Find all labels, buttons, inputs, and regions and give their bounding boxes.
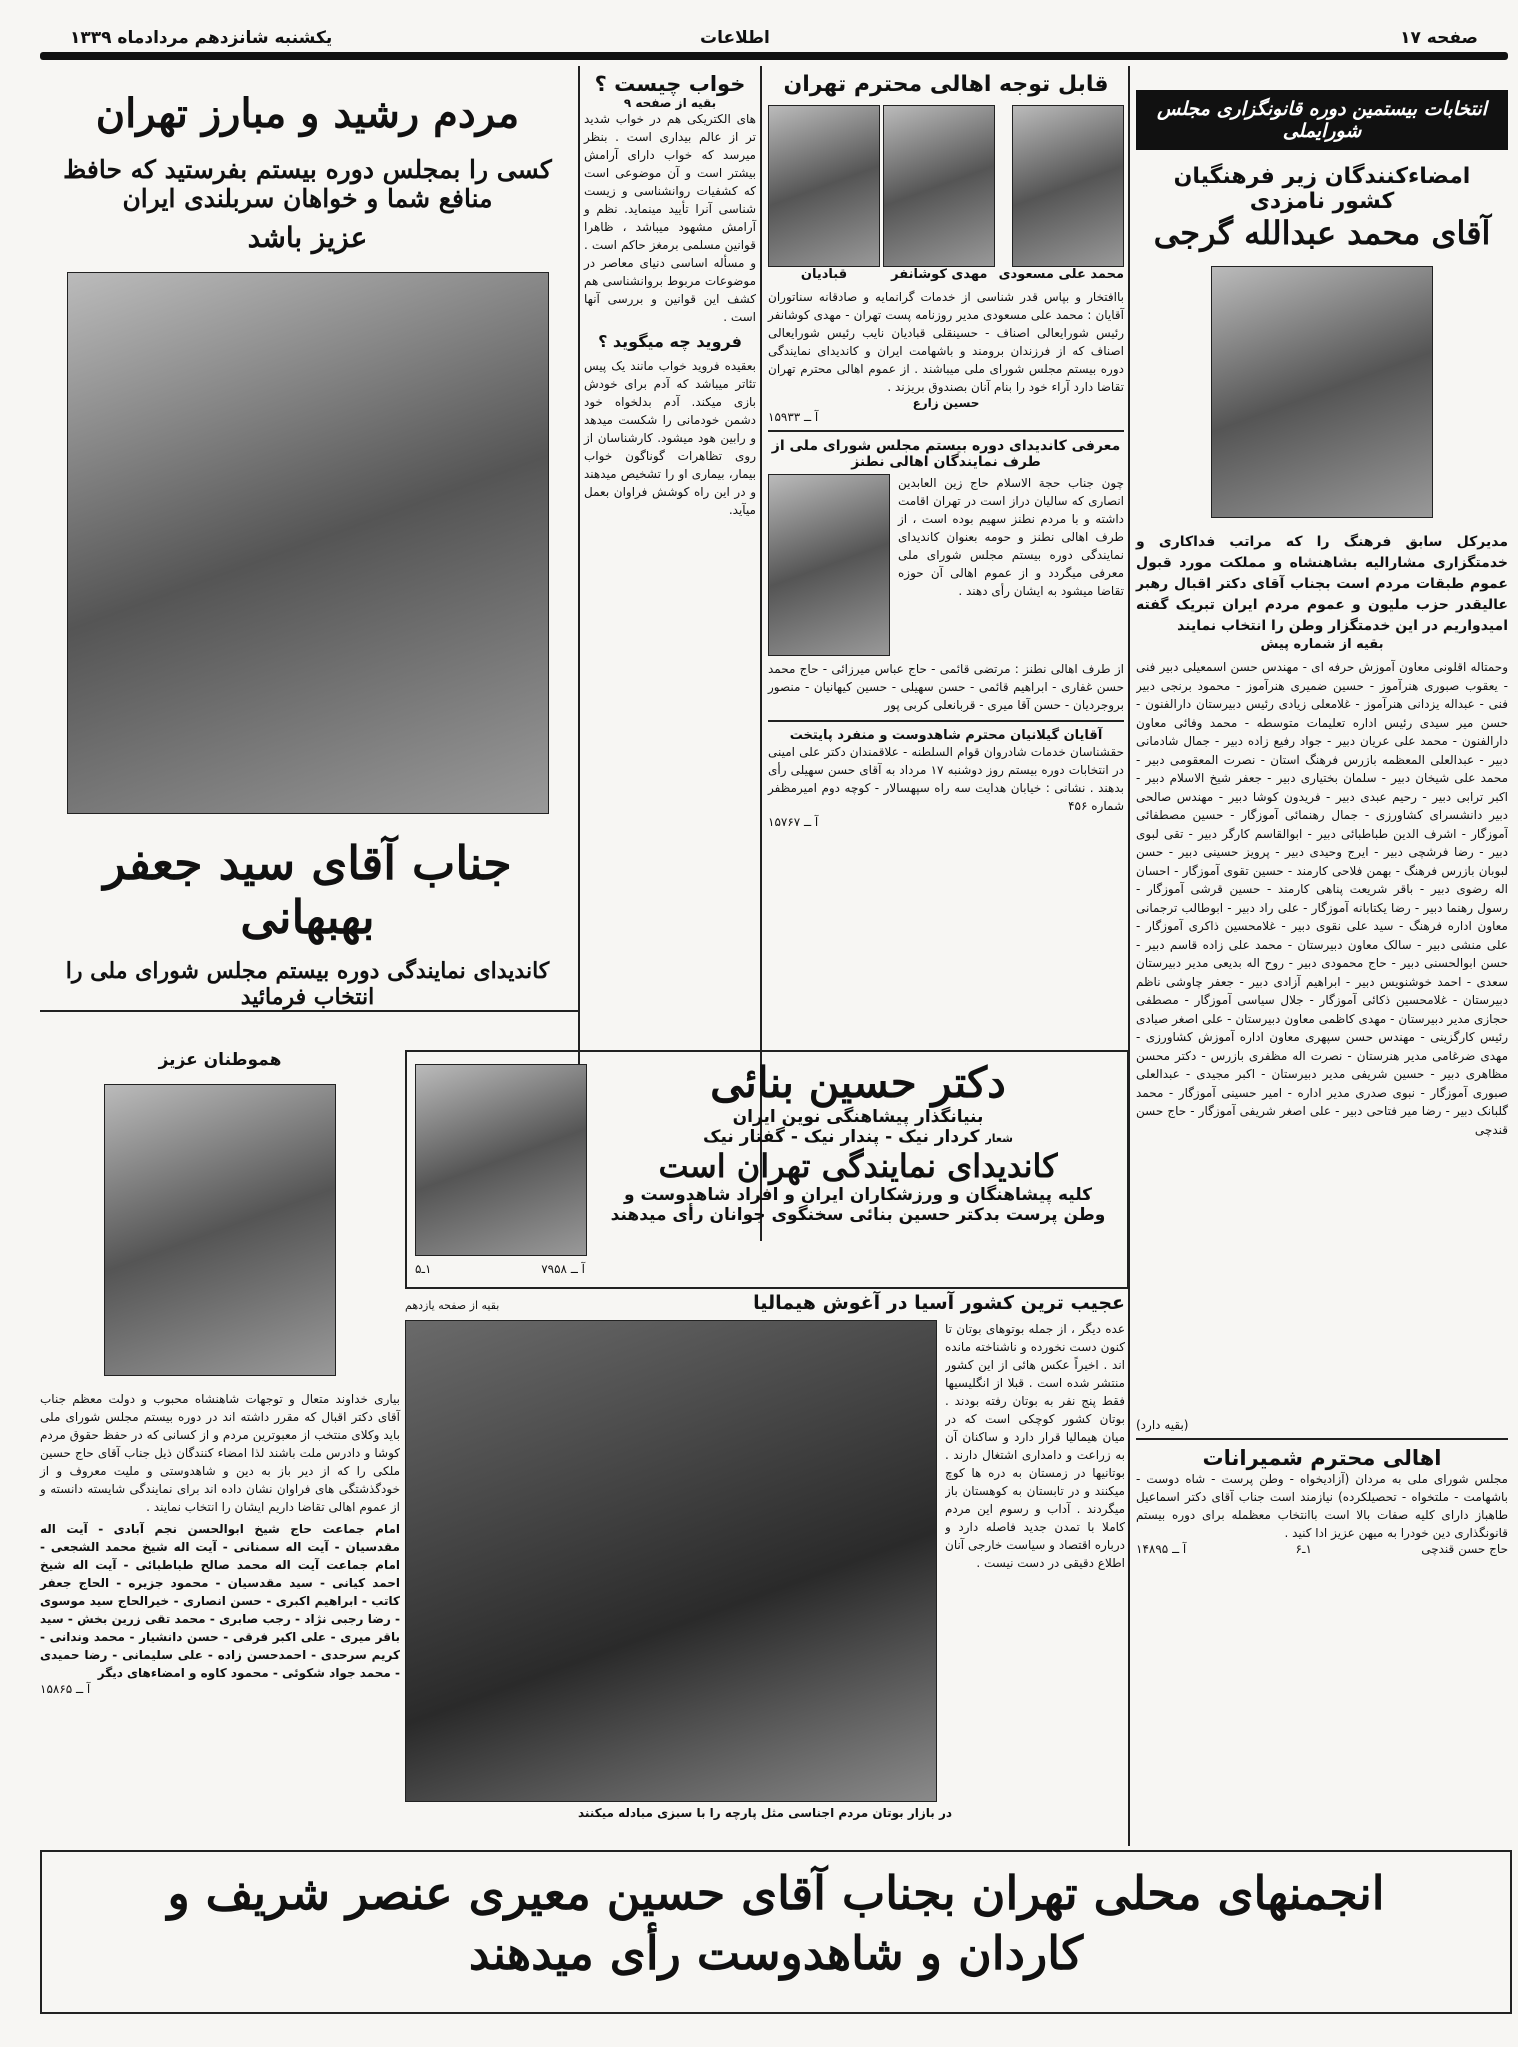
cleric-signers: از طرف اهالی نطنز : مرتضی قائمی - حاج عباس میرزائی - حاج محمد حسن غفاری - ابراهیم قائمی - حسن سهیلی - حسین کیهانیان - منصور بروجردیان - حسن آقا میری - قربانعلی کربی پور <box>768 662 1124 712</box>
article-subheading: فروید چه میگوید ؟ <box>598 332 742 351</box>
notice-code: آ ــ ۱۵۹۳۳ <box>768 410 819 424</box>
ad-line: کلیه پیشاهنگان و ورزشکاران ایران و افراد شاهدوست و <box>623 1185 1093 1205</box>
section-divider <box>40 1010 580 1012</box>
gilani-body: حقشناسان خدمات شادروان قوام السلطنه - علاقمندان دکتر علی امینی در انتخابات دوره بیستم روز دوشنبه ۱۷ مرداد به آقای حسن سهیلی رأی بدهند . نشانی : خیابان هدایت سه راه سپهسالار - کوچه دوم امیرمظفر شماره ۴۵۶ <box>768 745 1124 813</box>
bhutan-market-photo <box>405 1320 937 1802</box>
header-rule <box>40 52 1508 60</box>
candidate-name: جناب آقای سید جعفر بهبهانی <box>103 836 512 944</box>
section-divider <box>768 430 1124 432</box>
portrait-caption: قبادیان <box>800 267 848 282</box>
ad-subtitle-2: عزیز باشد <box>247 221 368 254</box>
notice-title: قابل توجه اهالی محترم تهران <box>783 72 1109 97</box>
cleric-photo <box>768 474 890 656</box>
himalaya-article <box>405 1292 1125 1820</box>
article-body: عده دیگر ، از جمله بوتوهای بوتان تا کنون دست نخورده و ناشناخته مانده اند . اخیراً عکس هائی از این کشور منتشر شده است . قبلا از انگلیسیها فقط پنج نفر به بوتان رفته بودند . بوتان کشور کوچکی است که در میان هیمالیا قرار دارد و ساکنان آن به زراعت و دامداری اشتغال دارند . بوتانیها در زمستان به دره ها کوچ میکنند و در تابستان به کوهستان باز میگردند . آداب و رسوم این مردم کاملا با تمدن جدید فاصله دارد و درباره اقتصاد و سیاست خارجی آنان اطلاع دقیقی در دست نیست . <box>945 1322 1125 1570</box>
article-body: های الکتریکی هم در خواب شدید تر از عالم بیداری است . بنظر میرسد که خواب دارای آرامش بیشتر است و آن موضوعی است که کشفیات روانشناسی و زیست شناسی آنرا تأیید مینماید. نظم و آرامش مشهود میباشد ، ظاهرا قوانین مسلمی برمغز حاکم است . و مسأله اساسی دنیای معاصر در موضوعات مربوط بروانشناسی هم کشف این قوانین و بررسی آنها است . <box>584 112 756 324</box>
sleep-article <box>584 72 756 519</box>
moayeri-banner <box>40 1850 1512 2014</box>
candidate-photo <box>1211 266 1433 518</box>
portrait-photo <box>883 105 995 267</box>
ad-line: وطن پرست بدکتر حسین بنائی سخنگوی جوانان رأی میدهند <box>610 1205 1106 1225</box>
portrait-photo <box>768 105 880 267</box>
motto-label: شعار <box>985 1132 1013 1145</box>
ad-title: هموطنان عزیز <box>158 1050 282 1070</box>
ad-line: بنیانگذار پیشاهنگی نوین ایران <box>732 1107 984 1127</box>
gorji-ad <box>1136 90 1508 1556</box>
signers-list: امام جماعت حاج شیخ ابوالحسن نجم آبادی - آیت اله مقدسیان - آیت اله سمنانی - آیت اله شیخ محمد الشجعی - امام جماعت آیت اله محمد صالح طباطبائی - آیت اله شیخ احمد کیانی - سید مقدسیان - محمود جزیره - الحاج جعفر کاتب - ابراهیم اکبری - حسن انصاری - خیرالحاج سید موسوی - رضا رجبی نژاد - رجب صابری - محمد تقی زرین بخش - سید باقر میری - علی اکبر فرقی - حسن دانشیار - محمد وندانی - کریم سرحدی - احمدحسن زاده - علی سلیمانی - رضا حمیدی - محمد جواد شکوئی - محمود کاوه و امضاءهای دیگر <box>40 1522 400 1680</box>
gilani-code: آ ــ ۱۵۷۶۷ <box>768 815 819 829</box>
shemiran-code: آ ــ ۱۴۸۹۵ <box>1136 1542 1187 1556</box>
shemiran-signature: حاج حسن قندچی <box>1421 1542 1508 1556</box>
article-title: خواب چیست ؟ <box>594 72 746 96</box>
notice-body: باافتخار و بپاس قدر شناسی از خدمات گرانمایه و صادقانه سناتوران آقایان : محمد علی مسعودی مدیر روزنامه پست تهران - مهدی کوشانفر رئیس شورایعالی اصناف - حسینقلی قبادیان نایب رئیس شورایعالی اصناف که از فرزندان برومند و باشهامت ایران و کاندیدای نمایندگی دوره بیستم مجلس شورای ملی میباشند . از عموم اهالی محترم تهران تقاضا دارد آراء خود را بنام آنان بصندوق بریزند . <box>768 290 1124 394</box>
issue-date: یکشنبه شانزدهم مردادماه ۱۳۳۹ <box>70 28 333 48</box>
candidate-photo <box>67 272 549 814</box>
ad-line: کشور نامزدی <box>1249 189 1395 214</box>
ad-number: ۱ـ۵ <box>415 1262 432 1276</box>
photo-caption: در بازار بوتان مردم اجناسی مثل پارچه را با سبزی مبادله میکنند <box>577 1806 953 1820</box>
candidate-photo <box>104 1084 336 1376</box>
banner-line: انجمنهای محلی تهران بجناب آقای حسین معیری عنصر شریف و <box>167 1866 1385 1920</box>
ad-subtitle: کسی را بمجلس دوره بیستم بفرستید که حافظ منافع شما و خواهان سربلندی ایران <box>63 155 552 213</box>
portrait-caption: مهدی کوشانفر <box>891 267 988 282</box>
gilani-title: آقایان گیلانیان محترم شاهدوست و منفرد پایتخت <box>789 728 1103 743</box>
ad-code: آ ــ ۱۵۸۶۵ <box>40 1682 91 1696</box>
notice-signature: حسین زارع <box>912 396 980 410</box>
section-divider <box>768 720 1124 722</box>
continued-note: بقیه از صفحه یازدهم <box>405 1299 500 1312</box>
banner-line: کاردان و شاهدوست رأی میدهند <box>468 1926 1084 1980</box>
compatriots-ad <box>40 1050 400 1696</box>
candidate-name: دکتر حسین بنائی <box>710 1058 1006 1107</box>
article-body-2: بعقیده فروید خواب مانند یک پیس تئاتر میباشد که آدم برای خودش بازی میکند. آدم بدلخواه خود دشمن خودمانی را شکست میدهد و رابین هود میشود. کارشناسان از روی تظاهرات گوناگون خواب بیمار، بیماری او را تشخیص میدهند و در این راه کوشش فراوان بعمل میآید. <box>584 359 756 517</box>
shemiran-number: ۱ـ۶ <box>1295 1542 1312 1556</box>
page-number: صفحه ۱۷ <box>1400 28 1478 48</box>
ad-footer: کاندیدای نمایندگی دوره بیستم مجلس شورای ملی را انتخاب فرمائید <box>65 958 550 1010</box>
ad-code: آ ــ ۷۹۵۸ <box>541 1262 585 1276</box>
ad-title: مردم رشید و مبارز تهران <box>95 90 520 137</box>
banaei-ad <box>405 1050 1129 1289</box>
cleric-body: چون جناب حجة الاسلام حاج زین العابدین انصاری که سالیان دراز است در تهران اقامت داشته و با مردم نطنز سهیم بوده است ، از طرف اهالی نطنز و حومه بعنوان کاندیدای نمایندگی دوره بیستم مجلس شورای ملی معرفی میگردد و از عموم اهالی آن حوزه تقاضا میشود به ایشان رأی دهند . <box>898 476 1124 598</box>
shemiran-title: اهالی محترم شمیرانات <box>1202 1446 1442 1470</box>
continued-marker: (بقیه دارد) <box>1136 1418 1189 1432</box>
section-divider <box>1136 1438 1508 1440</box>
ad-body: بیاری خداوند متعال و توجهات شاهنشاه محبوب و دولت معظم جناب آقای دکتر اقبال که مقرر داشته اند در دوره بیستم مجلس شورای ملی باید وکلای منتخب از معبوترین مردم و از کسانی که در حفظ حقوق مردم کوشا و دادرس ملت باشند لذا امضاء کنندگان ذیل جناب آقای حاج حسین ملکی را که از دیر باز به دین و شاهدوستی و ملیت معروف و از خودگذشتگی های فراوان نشان داده اند برای نمایندگی شایسته دانسته و از عموم اهالی تقاضا داریم ایشان را انتخاب نمایند . <box>40 1392 400 1514</box>
signers-list: وحمتاله اقلونی معاون آموزش حرفه ای - مهندس حسن اسمعیلی دبیر فنی - یعقوب صبوری هنرآموز - حسین ضمیری هنرآموز - محمود برنجی دبیر فنی - عبداله یزدانی هنرآموز - غلامعلی زیادی رئیس دبیرستان دارالفنون - حسن میر سیدی رئیس اداره تعلیمات متوسطه - محمد وفائی معاون دارالفنون - محمد علی عریان دبیر - جواد رفیع زاده دبیر - جمال شادمانی دبیر - عبدالعلی المعظمه بازرس فرهنگ استان - نصرت المعقومی دبیر - محمد علی شیخان دبیر - سلمان بختیاری دبیر - جعفر شیخ الاسلام دبیر - اکبر ترابی دبیر - رحیم عبدی دبیر - فریدون کوشا دبیر - مهندس صالحی دبیر دانشسرای کشاورزی - جمال رهنمائی آموزگار - حسین مصطفائی آموزگار - اشرف الدین طباطبائی دبیر - ابوالقاسم کارگر دبیر - تقی لبوی دبیر - رضا فرشچی دبیر - ایرج وحیدی دبیر - پرویز حسینی دبیر - حسن لبوبان بازرس فرهنگ - بهمن فلاحی کارمند - حسین تقوی آموزگار - احسان اله رضوی دبیر - باقر شریعت پناهی کارمند - حسین قرشی آموزگار - رسول رهنما دبیر - رضا یکتابانه آموزگار - علی راد دبیر - ابوطالب ترجمانی معاون اداره فرهنگ - سید علی نقوی دبیر - غلامحسین ذاکری آموزگار - علی منشی دبیر - سالک معاون دبیرستان - محمد علی زاده قاسم دبیر - حسن ابوالحسنی دبیر - حاج محمودی دبیر - روح اله بدیعی مدیر دبیرستان سعدی - احمد خوشنویس دبیر - ابراهیم آزادی دبیر - جعفر چاوشی ناظم دبیرستان - غلامحسین ذکائی آموزگار - جلال سیاسی آموزگار - مصطفی حجازی مدیر دبیرستان - مهدی کاظمی معاون دبیرستان - علی اصغر صیادی رئیس کارگزینی - مهندس حسن سپهری معاون اداره آموزش کشاورزی - مهدی ضرغامی مدیر هنرستان - نصرت اله مظفری بازرس - دکتر محسن مظاهری دبیر - حسین شریفی مدیر دبیرستان - اکبر مجیدی - عبدالعلی صبوری آموزگار - نبوی صدری مدیر اداره - امیر حسینی آموزگار - محمد گلبانک دبیر - رضا میر فتاحی دبیر - علی اصغر شریفی آموزگار - حاج حسن قندچی <box>1136 660 1508 1137</box>
election-band: انتخابات بیستمین دوره قانونگزاری مجلس شورایملی <box>1136 90 1508 150</box>
motto: کردار نیک - پندار نیک - گفتار نیک <box>703 1127 980 1147</box>
continued-note: بقیه از صفحه ۹ <box>623 96 717 110</box>
tehran-notice <box>768 72 1124 829</box>
candidate-photo <box>415 1064 587 1256</box>
shemiran-body: مجلس شورای ملی به مردان (آزادیخواه - وطن پرست - شاه دوست - باشهامت - ملتخواه - تحصیلکرده) نیازمند است جناب آقای دکتر اسماعیل طاهباز دارای کلیه صفات بالا است باانتخاب معظمله برای دوره بیستم قانونگذاری دین خودرا به میهن عزیز ادا کنید . <box>1136 1472 1508 1540</box>
article-title: عجیب ترین کشور آسیا در آغوش هیمالیا <box>753 1292 1125 1314</box>
ad-body: مدیرکل سابق فرهنگ را که مراتب فداکاری و خدمتگزاری مشارالیه بشاهنشاه و مملکت مورد قبول عموم طبقات مردم است بجناب آقای دکتر اقبال رهبر عالیقدر حزب ملیون و عموم مردم ایران تبریک گفته امیدواریم در این خدمتگزار وطن را انتخاب نمایند <box>1136 534 1508 634</box>
ad-line: امضاءکنندگان زیر فرهنگیان <box>1173 164 1471 189</box>
cleric-title: معرفی کاندیدای دوره بیستم مجلس شورای ملی از طرف نمایندگان اهالی نطنز <box>771 438 1121 470</box>
newspaper-name: اطلاعات <box>700 28 770 48</box>
column-divider <box>1128 66 1130 1846</box>
portrait-caption: محمد علی مسعودی <box>998 267 1124 282</box>
portrait-photo <box>1012 105 1124 267</box>
behbahani-ad <box>40 70 575 1010</box>
continued-note: بقیه از شماره پیش <box>1260 637 1384 652</box>
ad-headline: کاندیدای نمایندگی تهران است <box>658 1147 1058 1185</box>
candidate-name: آقای محمد عبدالله گرجی <box>1153 214 1491 252</box>
